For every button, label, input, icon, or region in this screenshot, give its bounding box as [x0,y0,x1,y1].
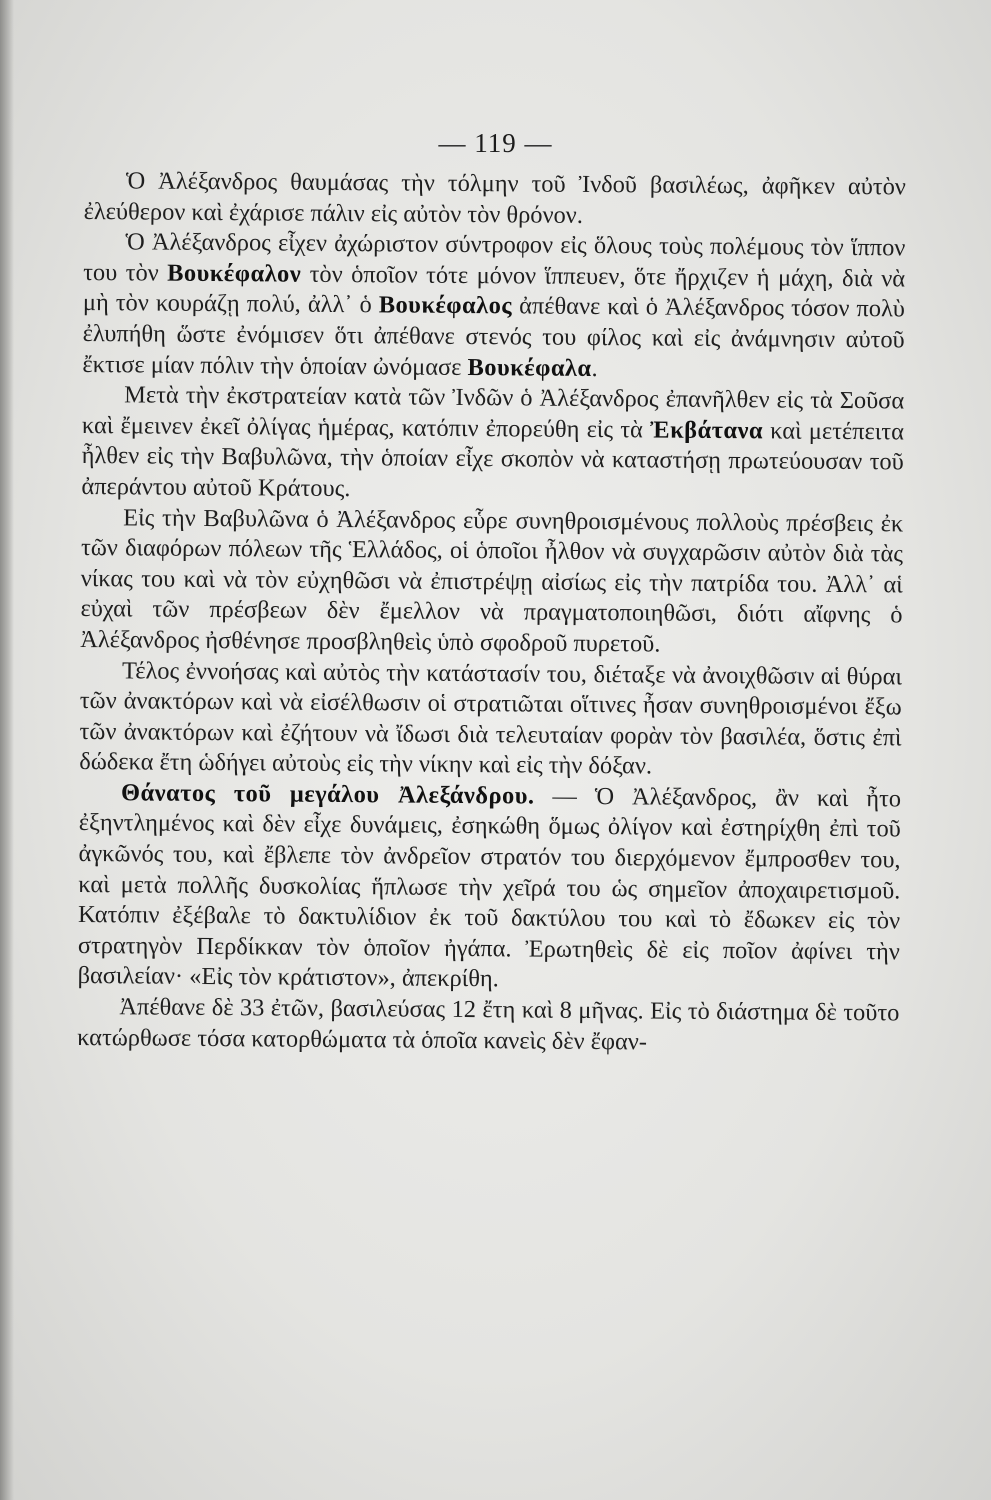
page-binding-shadow [0,0,14,1500]
paragraph-2: Ὁ Ἀλέξανδρος εἶχεν ἀχώριστον σύντροφον εἰς ὅλους τοὺς πολέμους τὸν ἵππον του τὸν Βουκέφαλον τὸν ὁποῖον τότε μόνον ἵππευεν, ὅτε ἤρχιζεν ἡ μάχη, διὰ νὰ μὴ τὸν κουράζῃ πολύ, ἀλλ᾽ ὁ Βουκέφαλος ἀπέθανε καὶ ὁ Ἀλέξανδρος τόσον πολὺ ἐλυπήθη ὥστε ἐνόμισεν ὅτι ἀπέθανε στενός του φίλος καὶ εἰς ἀνάμνησιν αὐτοῦ ἔκτισε μίαν πόλιν τὴν ὁποίαν ὠνόμασε Βουκέφαλα. [82,228,906,382]
page-number: — 119 — [438,128,553,158]
paragraph-5: Τέλος ἐννοήσας καὶ αὐτὸς τὴν κατάστασίν του, διέταξε νὰ ἀνοιχθῶσιν αἱ θύραι τῶν ἀνακτόρων καὶ νὰ εἰσέλθωσιν οἱ στρατιῶται οἵτινες ἦσαν συνηθροισμένοι ἔξω τῶν ἀνακτόρων καὶ ἐζήτουν νὰ ἴδωσι διὰ τελευταίαν φορὰν τὸν βασιλέα, ὅστις ἐπὶ δώδεκα ἔτη ὡδήγει αὐτοὺς εἰς τὴν νίκην καὶ εἰς τὴν δόξαν. [79,656,903,780]
paragraph-3: Μετὰ τὴν ἐκστρατείαν κατὰ τῶν Ἰνδῶν ὁ Ἀλέξανδρος ἐπανῆλθεν εἰς τὰ Σοῦσα καὶ ἔμεινεν ἐκεῖ ὀλίγας ἡμέρας, κατόπιν ἐπορεύθη εἰς τὰ Ἐκβάτανα καὶ μετέπειτα ἦλθεν εἰς τὴν Βαβυλῶνα, τὴν ὁποίαν εἶχε σκοπὸν νὰ καταστήσῃ πρωτεύουσαν τοῦ ἀπεράντου αὐτοῦ Κράτους. [81,381,905,503]
bold-term-voukefala: Βουκέφαλα [467,353,592,382]
paragraph-6: Θάνατος τοῦ μεγάλου Ἀλεξάνδρου. — Ὁ Ἀλέξανδρος, ἂν καὶ ἦτο ἐξηντλημένος καὶ δὲν εἶχε δυνάμεις, ἐσηκώθη ὅμως ὀλίγον καὶ ἐστηρίχθη ἐπὶ τοῦ ἀγκῶνός του, καὶ ἔβλεπε τὸν ἀνδρεῖον στρατόν του διερχόμενον ἔμπροσθεν του, καὶ μετὰ πολλῆς δυσκολίας ἥπλωσε τὴν χεῖρά του ὡς σημεῖον ἀποχαιρετισμοῦ. Κατόπιν ἐξέβαλε τὸ δακτυλίδιον ἐκ τοῦ δακτύλου του καὶ τὸ ἔδωκεν εἰς τὸν στρατηγὸν Περδίκκαν τὸν ὁποῖον ἠγάπα. Ἐρωτηθεὶς δὲ εἰς ποῖον ἀφίνει τὴν βασιλείαν· «Εἰς τὸν κράτιστον», ἀπεκρίθη. [77,779,902,993]
body-text [77,166,906,1060]
paragraph-4: Εἰς τὴν Βαβυλῶνα ὁ Ἀλέξανδρος εὗρε συνηθροισμένους πολλοὺς πρέσβεις ἐκ τῶν διαφόρων πόλεων τῆς Ἑλλάδος, οἱ ὁποῖοι ἦλθον νὰ συγχαρῶσιν αὐτὸν διὰ τὰς νίκας του καὶ νὰ τὸν εὐχηθῶσι νὰ ἐπιστρέψῃ αἰσίως εἰς τὴν πατρίδα του. Ἀλλ᾽ αἱ εὐχαὶ τῶν πρέσβεων δὲν ἔμελλον νὰ πραγματοποιηθῶσι, διότι αἴφνης ὁ Ἀλέξανδρος ἠσθένησε προσβληθεὶς ὑπὸ σφοδροῦ πυρετοῦ. [80,503,904,658]
bold-term-voukefalon: Βουκέφαλον [167,259,302,288]
section-heading-death-of-alexander: Θάνατος τοῦ μεγάλου Ἀλεξάνδρου. [120,779,535,810]
bold-term-ekvatana: Ἐκβάτανα [649,416,764,445]
paragraph-1: Ὁ Ἀλέξανδρος θαυμάσας τὴν τόλμην τοῦ Ἰνδοῦ βασιλέως, ἀφῆκεν αὐτὸν ἐλεύθερον καὶ ἐχάρισε πάλιν εἰς αὐτὸν τὸν θρόνον. [83,167,906,229]
paragraph-7: Ἀπέθανε δὲ 33 ἐτῶν, βασιλεύσας 12 ἔτη καὶ 8 μῆνας. Εἰς τὸ διάστημα δὲ τοῦτο κατώρθωσε τόσα κατορθώματα τὰ ὁποῖα κανεὶς δὲν ἔφαν- [77,993,900,1056]
bold-term-voukefalos: Βουκέφαλος [378,291,513,320]
